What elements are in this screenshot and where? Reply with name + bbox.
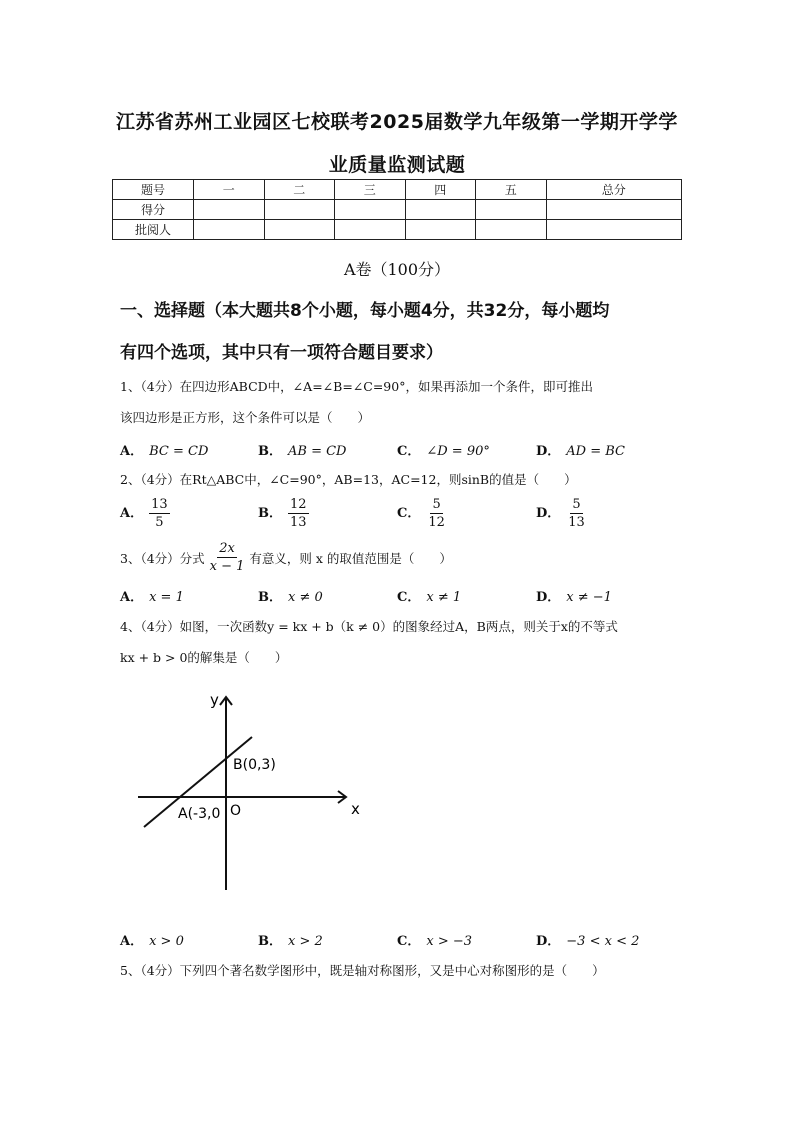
fraction: [566, 496, 587, 531]
option-letter: A．: [120, 506, 144, 521]
option-letter: B．: [258, 506, 282, 521]
paper-label: A卷（100分）: [343, 260, 451, 279]
fraction: [288, 496, 309, 531]
score-row: [113, 200, 682, 220]
score-cell[interactable]: [546, 200, 682, 220]
q5-stem-line1: 5、（4分）下列四个著名数学图形中，既是轴对称图形，又是中心对称图形的是（ ）: [120, 963, 605, 978]
score-cell[interactable]: [476, 200, 547, 220]
fraction: [149, 496, 170, 531]
score-cell[interactable]: [194, 200, 265, 220]
option-letter: D．: [536, 506, 561, 521]
option-text: ∠D = 90°: [426, 444, 490, 459]
linear-function-figure: [130, 685, 370, 895]
fraction-numerator: 2x: [219, 541, 235, 556]
point-b-label: B(0,3): [233, 757, 276, 773]
option-text: x = 1: [149, 590, 184, 605]
option-letter: B．: [258, 934, 282, 949]
reviewer-cell[interactable]: [546, 220, 682, 240]
option-letter: C．: [397, 934, 421, 949]
option-letter: B．: [258, 590, 282, 605]
q3-stem-suffix: 有意义，则 x 的取值范围是（ ）: [249, 550, 452, 566]
fraction-denominator: 13: [290, 515, 307, 530]
q2-option-a[interactable]: [120, 496, 170, 531]
q2-option-b[interactable]: [258, 496, 309, 531]
option-text: BC = CD: [149, 444, 209, 459]
option-letter: A．: [120, 934, 144, 949]
option-text: x > −3: [426, 934, 473, 949]
exam-title-line2: 业质量监测试题: [328, 154, 466, 176]
q2-option-c[interactable]: [397, 496, 447, 531]
option-text: AB = CD: [288, 444, 347, 459]
option-letter: D．: [536, 590, 561, 605]
option-text: x ≠ 1: [426, 590, 462, 605]
option-text: x > 2: [288, 934, 323, 949]
q4-option-d[interactable]: [536, 930, 639, 949]
fraction-denominator: 13: [568, 515, 585, 530]
fraction-numerator: 5: [432, 497, 441, 512]
q1-option-c[interactable]: [397, 440, 490, 459]
q3-option-b[interactable]: [258, 586, 323, 605]
header-cell: 三: [335, 180, 406, 200]
option-text: x ≠ −1: [566, 590, 612, 605]
option-text: x > 0: [149, 934, 184, 949]
score-table-header-row: [113, 180, 682, 200]
q1-option-b[interactable]: [258, 440, 346, 459]
q3-stem-prefix: 3、（4分）分式: [120, 550, 205, 566]
header-cell: 四: [405, 180, 476, 200]
score-table: [112, 179, 682, 240]
q3-stem: [120, 540, 452, 575]
fraction-denominator: 12: [428, 515, 445, 530]
origin-label: O: [230, 803, 242, 819]
header-cell: 二: [264, 180, 335, 200]
header-cell: 题号: [113, 180, 194, 200]
option-letter: C．: [397, 590, 421, 605]
fraction-denominator: 5: [155, 515, 164, 530]
option-text: x ≠ 0: [288, 590, 323, 605]
option-letter: D．: [536, 934, 561, 949]
reviewer-cell[interactable]: [405, 220, 476, 240]
score-cell[interactable]: [335, 200, 406, 220]
row-label: 批阅人: [113, 220, 194, 240]
option-letter: D．: [536, 444, 561, 459]
reviewer-cell[interactable]: [335, 220, 406, 240]
point-a-label: A(-3,0: [178, 806, 221, 822]
q1-option-a[interactable]: [120, 440, 208, 459]
fraction-denominator: x − 1: [209, 559, 245, 574]
reviewer-cell[interactable]: [264, 220, 335, 240]
score-cell[interactable]: [264, 200, 335, 220]
q4-stem-line2: kx + b > 0的解集是（ ）: [120, 650, 288, 665]
option-letter: B．: [258, 444, 282, 459]
exam-title-line1: 江苏省苏州工业园区七校联考2025届数学九年级第一学期开学学: [116, 111, 678, 133]
q4-option-c[interactable]: [397, 930, 472, 949]
score-cell[interactable]: [405, 200, 476, 220]
x-axis-label: x: [351, 800, 360, 818]
q1-stem-line1: 1、（4分）在四边形ABCD中，∠A=∠B=∠C=90°，如果再添加一个条件，即可推出: [120, 379, 593, 394]
q3-option-c[interactable]: [397, 586, 461, 605]
section-heading-line1: 一、选择题（本大题共8个小题，每小题4分，共32分，每小题均: [120, 301, 610, 321]
option-text: AD = BC: [566, 444, 625, 459]
option-letter: A．: [120, 444, 144, 459]
option-letter: C．: [397, 506, 421, 521]
fraction-numerator: 12: [290, 497, 307, 512]
option-letter: C．: [397, 444, 421, 459]
q4-option-b[interactable]: [258, 930, 323, 949]
reviewer-row: [113, 220, 682, 240]
fraction-numerator: 13: [151, 497, 168, 512]
header-cell: 一: [194, 180, 265, 200]
q2-option-d[interactable]: [536, 496, 587, 531]
q2-stem-line1: 2、（4分）在Rt△ABC中，∠C=90°，AB=13，AC=12，则sinB的值是（ ）: [120, 472, 577, 487]
q3-option-a[interactable]: [120, 586, 184, 605]
q1-option-d[interactable]: [536, 440, 625, 459]
y-axis-label: y: [210, 691, 219, 709]
reviewer-cell[interactable]: [194, 220, 265, 240]
fraction: [208, 540, 247, 575]
option-letter: A．: [120, 590, 144, 605]
option-text: −3 < x < 2: [566, 934, 640, 949]
q4-stem-line1: 4、（4分）如图，一次函数y = kx + b（k ≠ 0）的图象经过A，B两点，则关于x的不等式: [120, 619, 618, 634]
reviewer-cell[interactable]: [476, 220, 547, 240]
fraction-numerator: 5: [572, 497, 581, 512]
row-label: 得分: [113, 200, 194, 220]
q3-option-d[interactable]: [536, 586, 612, 605]
q1-stem-line2: 该四边形是正方形，这个条件可以是（ ）: [120, 410, 371, 425]
q4-option-a[interactable]: [120, 930, 184, 949]
header-cell: 五: [476, 180, 547, 200]
header-cell: 总分: [546, 180, 682, 200]
section-heading-line2: 有四个选项，其中只有一项符合题目要求）: [120, 343, 443, 363]
fraction: [426, 496, 447, 531]
